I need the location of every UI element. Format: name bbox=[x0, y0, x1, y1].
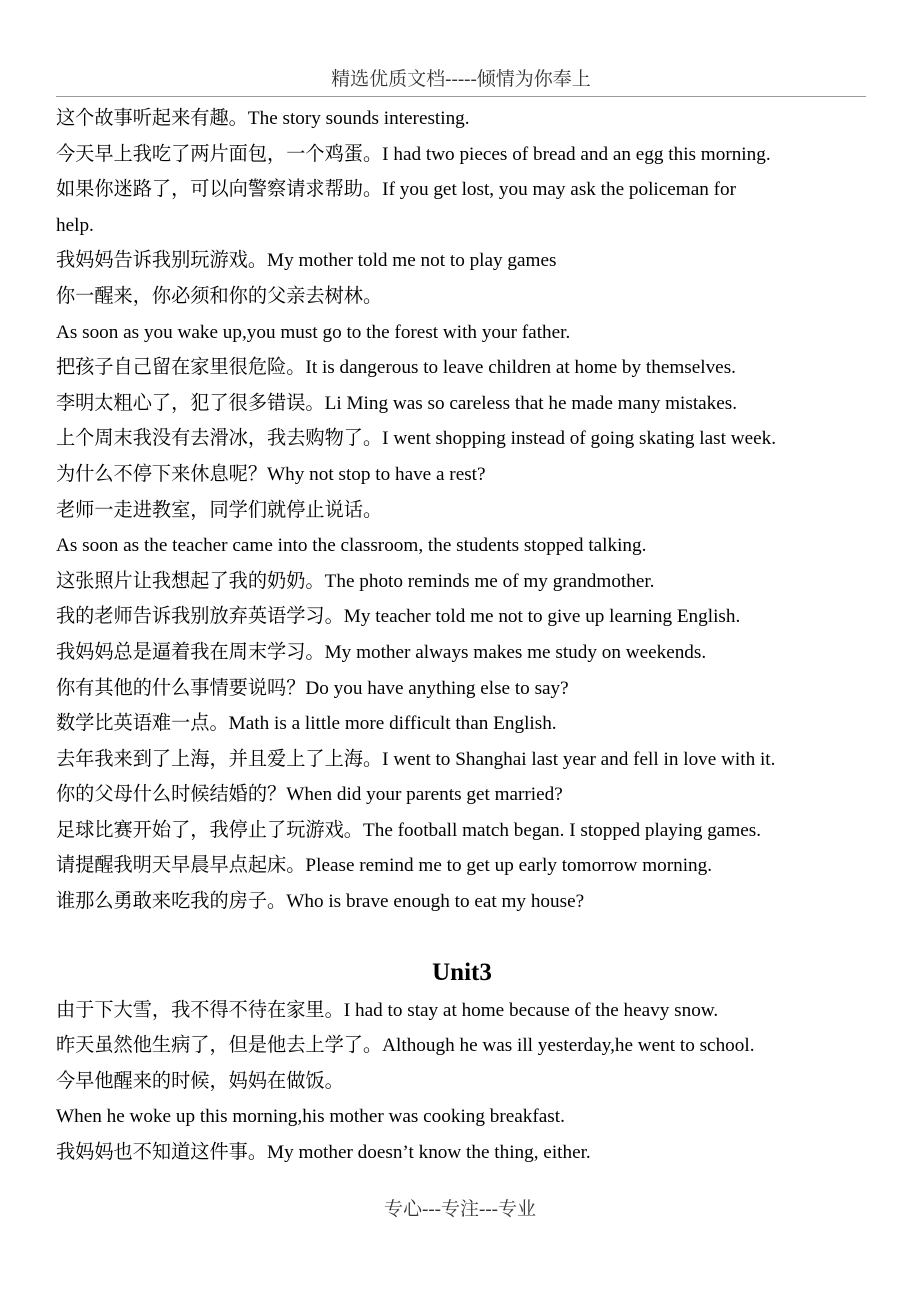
unit-sentence-line: 昨天虽然他生病了，但是他去上学了。Although he was ill yesterday,he went to school. bbox=[56, 1035, 755, 1057]
sentence-line: 这张照片让我想起了我的奶奶。The photo reminds me of my grandmother. bbox=[56, 570, 655, 592]
sentence-line: 我妈妈总是逼着我在周末学习。My mother always makes me study on weekends. bbox=[56, 641, 707, 663]
document-body bbox=[56, 101, 868, 1171]
section-gap bbox=[56, 920, 868, 953]
page-footer: 专心---专注---专业 bbox=[384, 1199, 536, 1220]
sentence-line: 足球比赛开始了，我停止了玩游戏。The football match began. I stopped playing games. bbox=[56, 819, 762, 841]
sentence-line: 谁那么勇敢来吃我的房子。Who is brave enough to eat my house? bbox=[56, 891, 585, 913]
sentence-line: 我妈妈告诉我别玩游戏。My mother told me not to play games bbox=[56, 250, 557, 272]
unit-sentence-line: 今早他醒来的时候，妈妈在做饭。 bbox=[56, 1070, 344, 1092]
sentence-line: 数学比英语难一点。Math is a little more difficult than English. bbox=[56, 713, 557, 735]
sentence-line: 你有其他的什么事情要说吗？Do you have anything else to say? bbox=[56, 677, 569, 699]
sentence-line: 请提醒我明天早晨早点起床。Please remind me to get up early tomorrow morning. bbox=[56, 855, 713, 877]
sentence-line: 你一醒来，你必须和你的父亲去树林。 bbox=[56, 285, 383, 307]
sentence-line: 今天早上我吃了两片面包，一个鸡蛋。I had two pieces of bread and an egg this morning. bbox=[56, 143, 771, 165]
sentence-line: 去年我来到了上海，并且爱上了上海。I went to Shanghai last year and fell in love with it. bbox=[56, 748, 776, 770]
unit-sentence-line: 我妈妈也不知道这件事。My mother doesn’t know the thing, either. bbox=[56, 1142, 591, 1164]
sentence-line: 你的父母什么时候结婚的？When did your parents get married? bbox=[56, 784, 563, 806]
sentence-line: 我的老师告诉我别放弃英语学习。My teacher told me not to give up learning English. bbox=[56, 606, 741, 628]
sentence-line: help. bbox=[56, 214, 94, 236]
sentence-line: 这个故事听起来有趣。The story sounds interesting. bbox=[56, 108, 470, 129]
sentence-line: 如果你迷路了，可以向警察请求帮助。If you get lost, you may ask the policeman for bbox=[56, 179, 737, 201]
page-header: 精选优质文档-----倾情为你奉上 bbox=[56, 66, 866, 97]
sentence-line: As soon as you wake up,you must go to the forest with your father. bbox=[56, 321, 571, 343]
unit-sentence-line: 由于下大雪，我不得不待在家里。I had to stay at home because of the heavy snow. bbox=[56, 999, 719, 1021]
sentence-line: 李明太粗心了，犯了很多错误。Li Ming was so careless that he made many mistakes. bbox=[56, 392, 738, 414]
sentence-line: As soon as the teacher came into the classroom, the students stopped talking. bbox=[56, 535, 647, 557]
unit-sentence-line: When he woke up this morning,his mother was cooking breakfast. bbox=[56, 1106, 565, 1128]
unit-title: Unit3 bbox=[432, 958, 492, 986]
sentence-line: 为什么不停下来休息呢？Why not stop to have a rest? bbox=[56, 463, 486, 485]
sentence-line: 老师一走进教室，同学们就停止说话。 bbox=[56, 499, 383, 521]
sentence-line: 上个周末我没有去滑冰，我去购物了。I went shopping instead of going skating last week. bbox=[56, 428, 776, 450]
sentence-line: 把孩子自己留在家里很危险。It is dangerous to leave children at home by themselves. bbox=[56, 357, 736, 379]
